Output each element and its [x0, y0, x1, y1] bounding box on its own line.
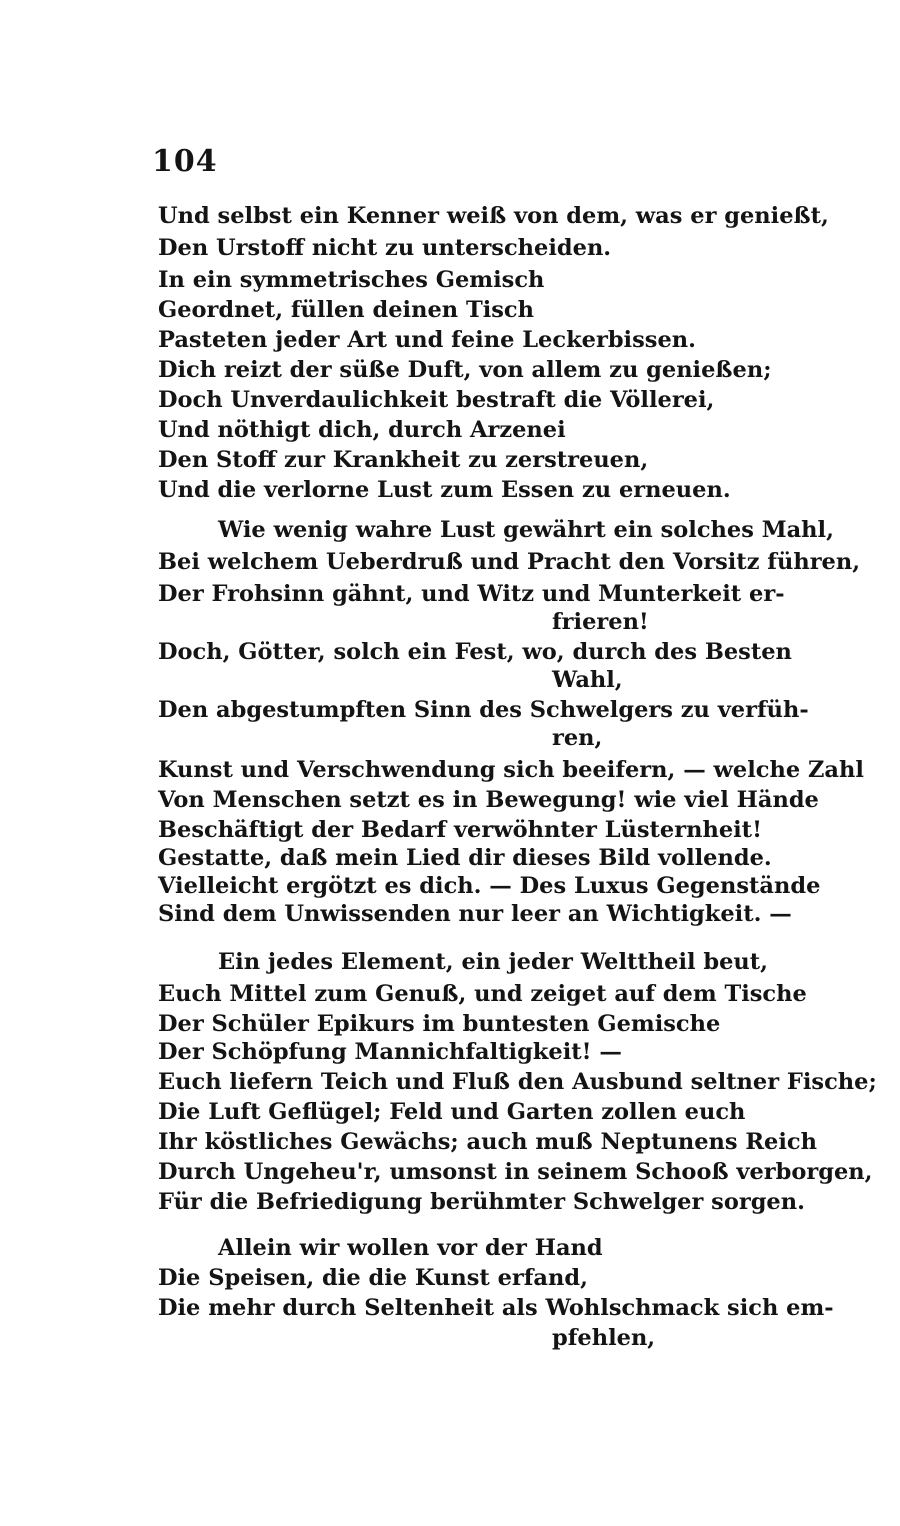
verse-line: Der Schüler Epikurs im buntesten Gemische — [158, 1011, 721, 1037]
verse-line: Doch, Götter, solch ein Fest, wo, durch des Besten — [158, 639, 792, 665]
verse-line: Euch Mittel zum Genuß, und zeiget auf dem Tische — [158, 981, 807, 1007]
verse-line: Allein wir wollen vor der Hand — [218, 1235, 603, 1261]
verse-line: Die Speisen, die die Kunst erfand, — [158, 1265, 588, 1291]
verse-line: Euch liefern Teich und Fluß den Ausbund seltner Fische; — [158, 1069, 877, 1095]
verse-line: Dich reizt der süße Duft, von allem zu genießen; — [158, 357, 772, 383]
verse-line: Den Urstoff nicht zu unterscheiden. — [158, 235, 612, 261]
verse-line: Durch Ungeheu'r, umsonst in seinem Schooß verborgen, — [158, 1159, 873, 1185]
verse-line: Und selbst ein Kenner weiß von dem, was er genießt, — [158, 203, 829, 229]
verse-line-continuation: pfehlen, — [552, 1325, 656, 1351]
verse-line: Der Frohsinn gähnt, und Witz und Munterkeit er- — [158, 581, 785, 607]
verse-line: Die mehr durch Seltenheit als Wohlschmack sich em- — [158, 1295, 834, 1321]
verse-line: Für die Befriedigung berühmter Schwelger sorgen. — [158, 1189, 805, 1215]
verse-line: Und nöthigt dich, durch Arzenei — [158, 417, 566, 443]
verse-line: Bei welchem Ueberdruß und Pracht den Vorsitz führen, — [158, 549, 861, 575]
verse-line: Wie wenig wahre Lust gewährt ein solches Mahl, — [218, 517, 834, 543]
verse-line-continuation: Wahl, — [552, 667, 623, 693]
page-number: 104 — [152, 144, 218, 179]
verse-line: Beschäftigt der Bedarf verwöhnter Lüsternheit! — [158, 817, 762, 843]
verse-line: Pasteten jeder Art und feine Leckerbissen. — [158, 327, 696, 353]
verse-line-continuation: frieren! — [552, 609, 649, 635]
verse-line: Den Stoff zur Krankheit zu zerstreuen, — [158, 447, 649, 473]
verse-line: Der Schöpfung Mannichfaltigkeit! — — [158, 1039, 622, 1065]
verse-line: Kunst und Verschwendung sich beeifern, — welche Zahl — [158, 757, 864, 783]
verse-line: Von Menschen setzt es in Bewegung! wie viel Hände — [158, 787, 819, 813]
verse-line: Die Luft Geflügel; Feld und Garten zollen euch — [158, 1099, 746, 1125]
verse-line: Ein jedes Element, ein jeder Welttheil beut, — [218, 949, 769, 975]
verse-line: Gestatte, daß mein Lied dir dieses Bild vollende. — [158, 845, 772, 871]
verse-line: Und die verlorne Lust zum Essen zu erneuen. — [158, 477, 731, 503]
verse-line: In ein symmetrisches Gemisch — [158, 267, 545, 293]
verse-line: Vielleicht ergötzt es dich. — Des Luxus Gegenstände — [158, 873, 821, 899]
verse-line: Doch Unverdaulichkeit bestraft die Völlerei, — [158, 387, 715, 413]
verse-line: Ihr köstliches Gewächs; auch muß Neptunens Reich — [158, 1129, 817, 1155]
verse-line: Den abgestumpften Sinn des Schwelgers zu verfüh- — [158, 697, 809, 723]
verse-line: Geordnet, füllen deinen Tisch — [158, 297, 534, 323]
verse-line-continuation: ren, — [552, 725, 603, 751]
verse-line: Sind dem Unwissenden nur leer an Wichtigkeit. — — [158, 901, 792, 927]
